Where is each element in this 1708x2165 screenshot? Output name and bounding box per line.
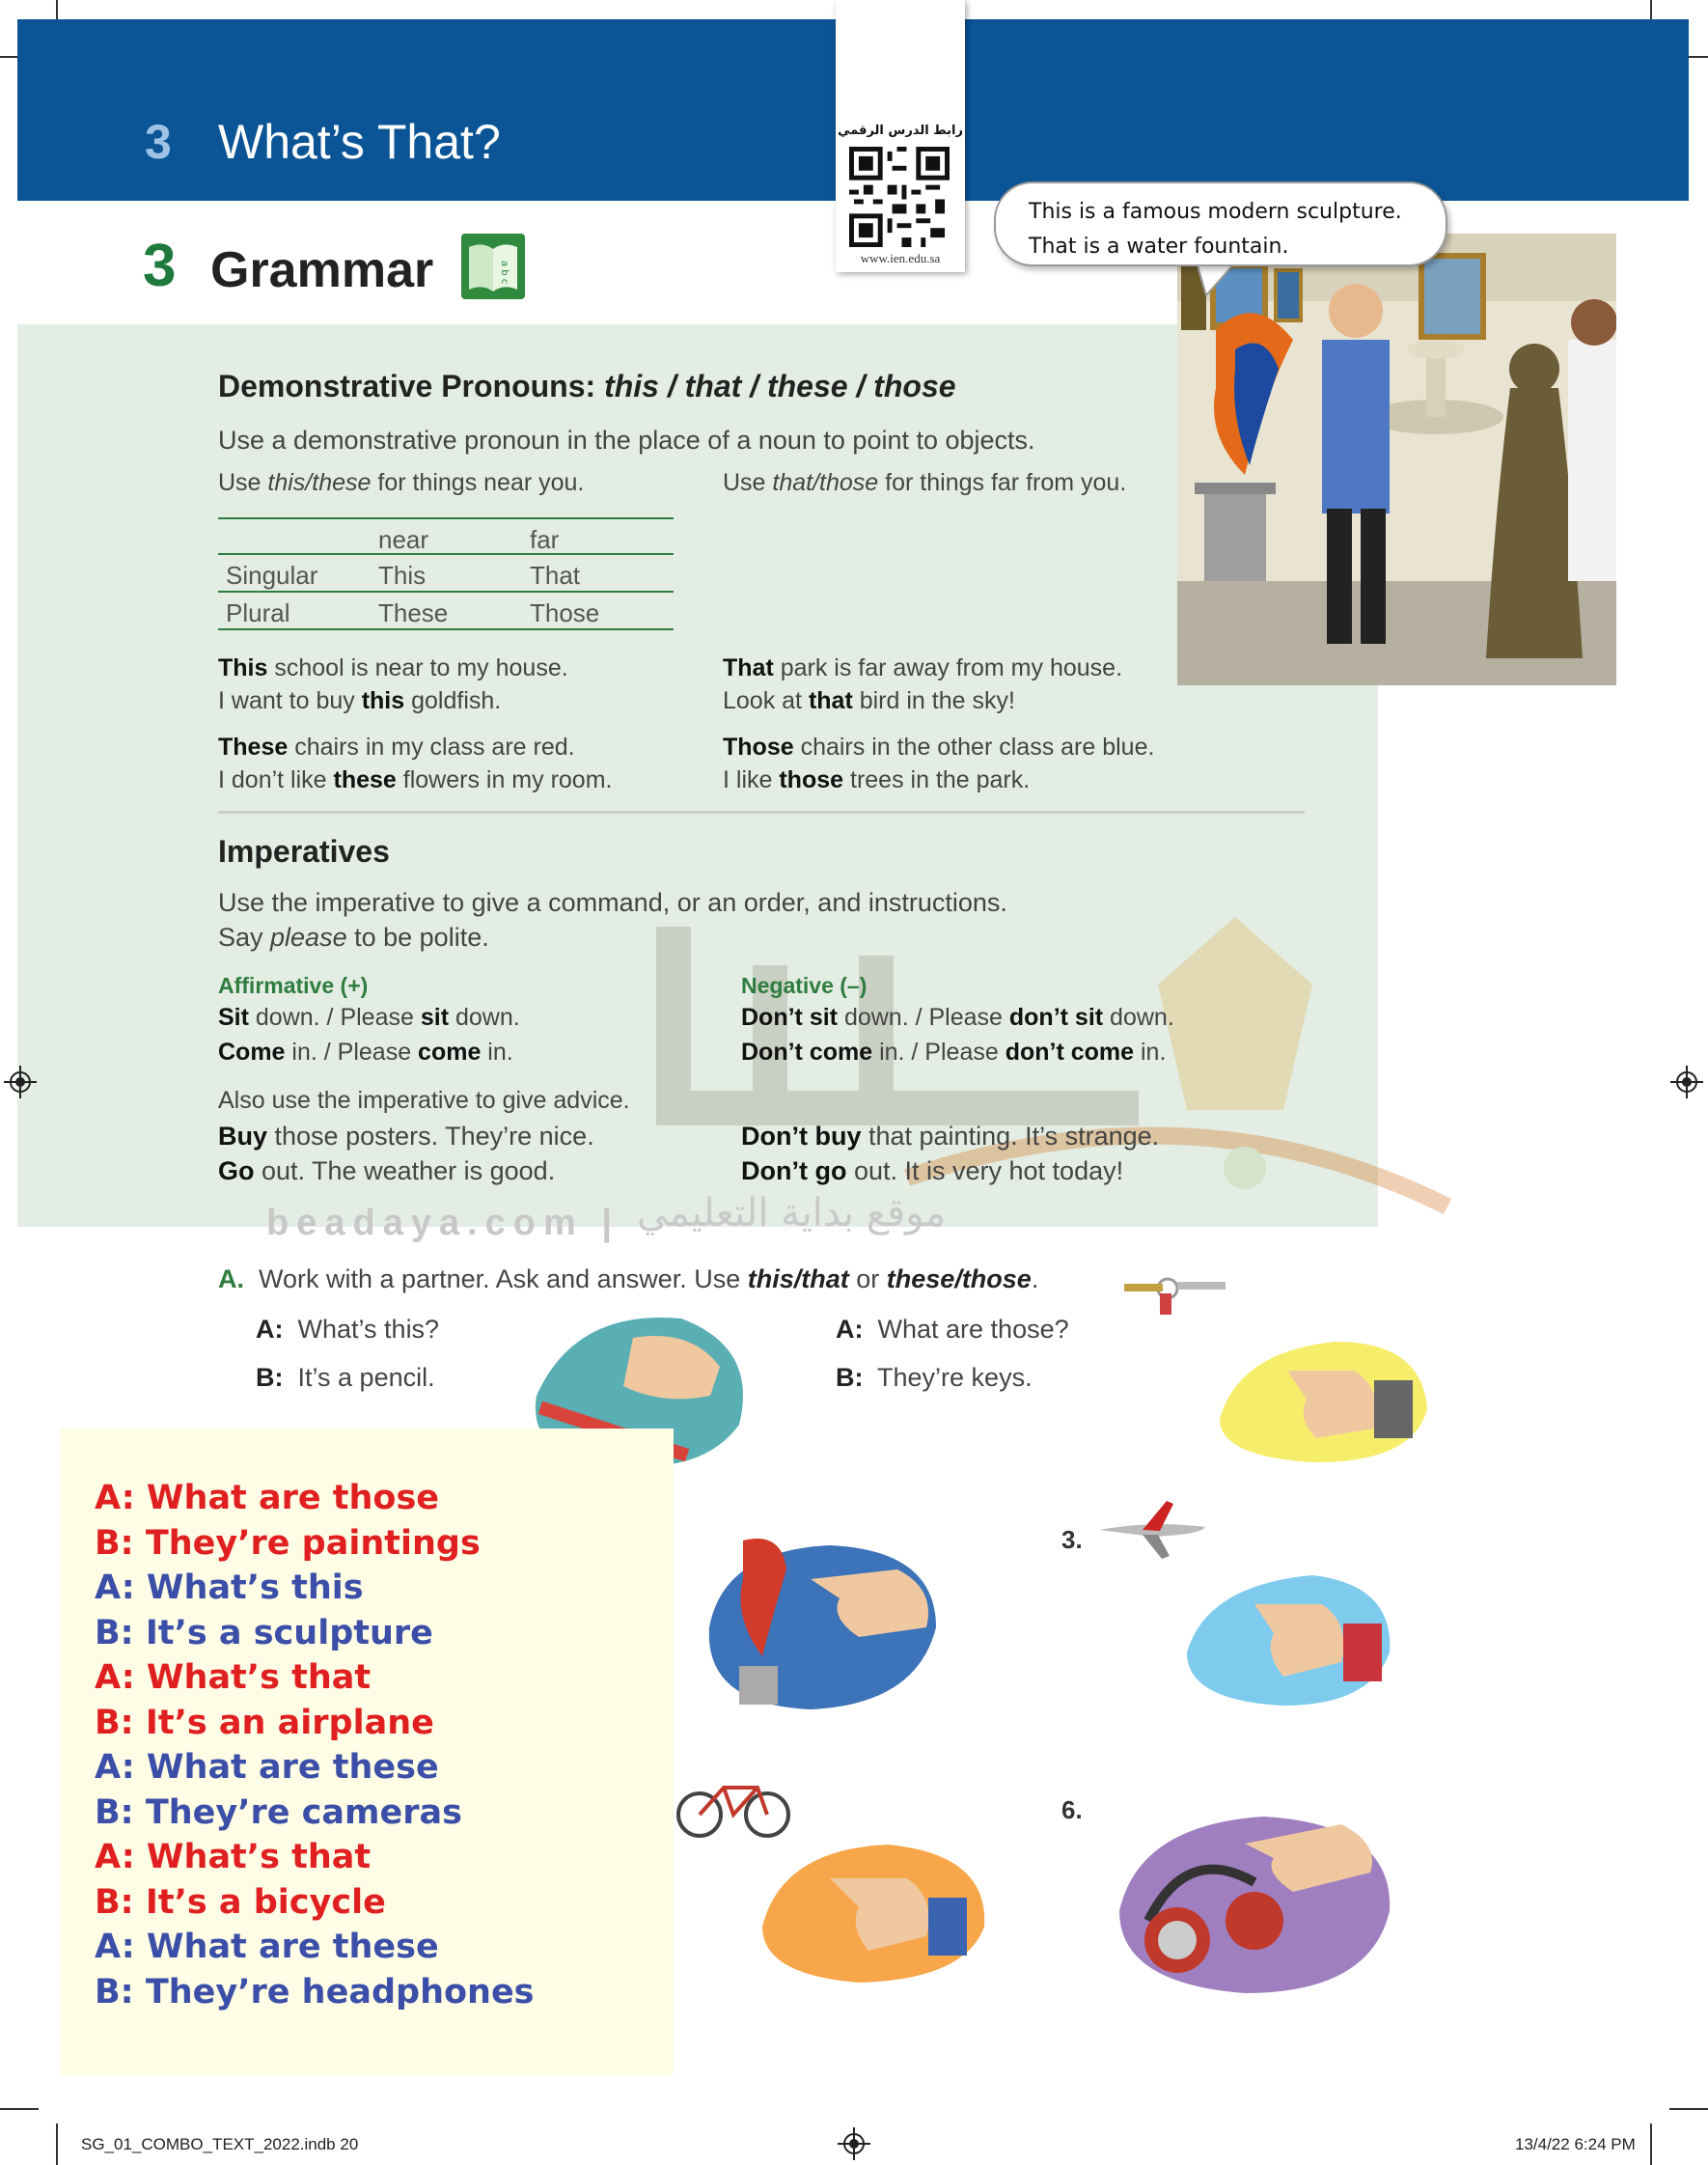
speaker-label: A: xyxy=(836,1315,864,1344)
headphones-pointing-illustration xyxy=(1110,1805,1399,1998)
crop-mark xyxy=(0,2108,39,2110)
near-rule-words: this/these xyxy=(267,469,372,496)
imp-bold: come xyxy=(418,1039,482,1066)
dialog-2-a xyxy=(836,1315,1069,1345)
pointing-hand-blue-illustration xyxy=(1177,1566,1399,1710)
registration-mark-icon xyxy=(1670,1066,1703,1098)
gallery-illustration xyxy=(1177,234,1616,685)
keys-illustration xyxy=(1119,1264,1235,1322)
example-far-3 xyxy=(723,734,1154,762)
registration-mark-icon xyxy=(4,1066,37,1098)
imperatives-intro-2 xyxy=(218,923,489,953)
airplane-illustration xyxy=(1094,1496,1210,1564)
watermark-arabic: موقع بداية التعليمي xyxy=(637,1191,947,1235)
negative-example-2 xyxy=(741,1039,1166,1067)
answer-line: A: What’s this xyxy=(95,1568,364,1607)
qr-card[interactable] xyxy=(836,0,965,272)
example-near-3 xyxy=(218,734,575,762)
imp-bold: Don’t come xyxy=(741,1039,873,1066)
near-rule-post: for things near you. xyxy=(371,469,585,496)
example-bold: This xyxy=(218,654,268,681)
crop-mark xyxy=(1669,2108,1708,2110)
example-rest: goldfish. xyxy=(404,687,502,714)
intro2-word: please xyxy=(270,923,347,952)
imp-text: out. It is very hot today! xyxy=(846,1156,1124,1185)
pronoun-table xyxy=(218,517,674,630)
pointing-hand-yellow-illustration xyxy=(1210,1332,1432,1467)
affirmative-example-1 xyxy=(218,1004,520,1032)
advice-intro: Also use the imperative to give advice. xyxy=(218,1087,630,1114)
answer-line: A: What are these xyxy=(95,1928,439,1966)
exercise-letter: A. xyxy=(218,1264,244,1293)
sculpture-pointing-illustration xyxy=(704,1531,946,1714)
qr-code-icon[interactable] xyxy=(849,147,950,247)
example-bold: those xyxy=(779,766,844,793)
example-rest: chairs in the other class are blue. xyxy=(793,734,1155,761)
imp-bold: sit xyxy=(420,1004,450,1031)
example-bold: Those xyxy=(723,734,794,761)
imp-text: in. xyxy=(1134,1039,1167,1066)
example-rest: flowers in my room. xyxy=(396,766,613,793)
imperatives-intro-1: Use the imperative to give a command, or an order, and instructions. xyxy=(218,888,1007,917)
advice-right-1 xyxy=(741,1122,1159,1152)
dialog-2-b xyxy=(836,1363,1033,1393)
example-rest: school is near to my house. xyxy=(267,654,568,681)
example-bold: this xyxy=(361,687,405,714)
example-rest: trees in the park. xyxy=(843,766,1031,793)
example-rest: park is far away from my house. xyxy=(773,654,1123,681)
table-cell: Singular xyxy=(226,561,318,590)
registration-mark-icon xyxy=(838,2127,870,2160)
imp-text: that painting. It’s strange. xyxy=(861,1122,1160,1151)
example-far-1 xyxy=(723,654,1122,682)
item-number-3: 3. xyxy=(1061,1525,1083,1554)
table-cell: near xyxy=(378,525,429,554)
footer-timestamp: 13/4/22 6:24 PM xyxy=(1515,2135,1636,2153)
bubble-line-2: That is a water fountain. xyxy=(1029,235,1289,259)
instruction-w2: these/those xyxy=(886,1264,1032,1293)
imp-bold: don’t sit xyxy=(1008,1004,1104,1031)
intro2-post: to be polite. xyxy=(346,923,489,952)
answer-line: A: What are those xyxy=(95,1479,440,1517)
item-number-6: 6. xyxy=(1061,1795,1083,1824)
example-pre: Look at xyxy=(723,687,809,714)
dialog-line: What’s this? xyxy=(297,1315,440,1344)
answer-line: B: It’s a bicycle xyxy=(95,1883,386,1922)
example-rest: bird in the sky! xyxy=(852,687,1015,714)
answer-box xyxy=(60,1429,674,2075)
far-rule-pre: Use xyxy=(723,469,773,496)
table-cell: These xyxy=(378,598,449,627)
table-cell: This xyxy=(378,561,427,590)
exercise-instruction xyxy=(218,1264,1038,1294)
answer-line: B: They’re paintings xyxy=(95,1524,481,1563)
bubble-line-1: This is a famous modern sculpture. xyxy=(1029,200,1402,224)
example-near-1 xyxy=(218,654,568,682)
instruction-post: . xyxy=(1031,1264,1039,1293)
unit-title: What’s That? xyxy=(218,115,501,169)
qr-label: رابط الدرس الرقمي xyxy=(838,124,963,138)
section-number: 3 xyxy=(143,233,177,299)
imp-text: in. / Please xyxy=(872,1039,1006,1066)
example-bold: these xyxy=(333,766,397,793)
speech-bubble xyxy=(994,181,1447,266)
answer-line: B: It’s a sculpture xyxy=(95,1614,433,1652)
pronouns-intro: Use a demonstrative pronoun in the place of a noun to point to objects. xyxy=(218,426,1035,455)
imp-bold: Go xyxy=(218,1156,255,1185)
example-far-2 xyxy=(723,687,1015,715)
imp-text: out. The weather is good. xyxy=(254,1156,556,1185)
imp-text: those posters. They’re nice. xyxy=(267,1122,594,1151)
affirmative-example-2 xyxy=(218,1039,513,1067)
speaker-label: B: xyxy=(836,1363,864,1392)
answer-line: B: They’re cameras xyxy=(95,1793,462,1832)
example-pre: I want to buy xyxy=(218,687,362,714)
imp-text: down. / Please xyxy=(838,1004,1009,1031)
advice-left-2 xyxy=(218,1156,555,1186)
example-bold: That xyxy=(723,654,774,681)
speaker-label: B: xyxy=(256,1363,284,1392)
imp-bold: Don’t buy xyxy=(741,1122,862,1151)
watermark-text: beadaya.com | xyxy=(266,1203,620,1243)
answer-line: A: What’s that xyxy=(95,1658,372,1697)
unit-number: 3 xyxy=(145,115,172,169)
example-bold: that xyxy=(808,687,853,714)
instruction-w1: this/that xyxy=(747,1264,849,1293)
imp-text: in. xyxy=(481,1039,513,1066)
advice-left-1 xyxy=(218,1122,594,1152)
negative-label: Negative (–) xyxy=(741,973,868,998)
instruction-pre: Work with a partner. Ask and answer. Use xyxy=(259,1264,748,1293)
dialog-line: What are those? xyxy=(877,1315,1069,1344)
imp-text: down. xyxy=(1103,1004,1174,1031)
intro2-pre: Say xyxy=(218,923,271,952)
imp-bold: Don’t go xyxy=(741,1156,847,1185)
imp-bold: Buy xyxy=(218,1122,268,1151)
svg-text:a b c: a b c xyxy=(499,261,510,285)
far-rule-post: for things far from you. xyxy=(878,469,1127,496)
example-rest: chairs in my class are red. xyxy=(288,734,575,761)
negative-example-1 xyxy=(741,1004,1174,1032)
imp-text: in. / Please xyxy=(285,1039,419,1066)
crop-mark xyxy=(56,2123,58,2165)
crop-mark xyxy=(1650,2123,1652,2165)
answer-line: B: It’s an airplane xyxy=(95,1704,434,1742)
instruction-mid: or xyxy=(848,1264,887,1293)
dialog-line: It’s a pencil. xyxy=(297,1363,435,1392)
example-near-4 xyxy=(218,766,613,794)
qr-url[interactable]: www.ien.edu.sa xyxy=(860,251,941,265)
imp-text: down. xyxy=(449,1004,520,1031)
table-cell: Those xyxy=(530,598,600,627)
dialog-1-a xyxy=(256,1315,439,1345)
table-cell: far xyxy=(530,525,560,554)
near-rule-pre: Use xyxy=(218,469,268,496)
imp-text: down. / Please xyxy=(248,1004,421,1031)
imp-bold: Come xyxy=(218,1039,286,1066)
example-pre: I like xyxy=(723,766,780,793)
table-header-row xyxy=(218,517,674,555)
table-row xyxy=(218,555,674,593)
pronouns-heading-text: Demonstrative Pronouns: xyxy=(218,369,605,403)
answer-line: B: They’re headphones xyxy=(95,1973,535,2012)
imperatives-heading: Imperatives xyxy=(218,834,390,869)
example-bold: These xyxy=(218,734,289,761)
answer-line: A: What are these xyxy=(95,1748,439,1787)
dialog-1-b xyxy=(256,1363,435,1393)
footer-file-info: SG_01_COMBO_TEXT_2022.indb 20 xyxy=(81,2135,359,2153)
table-cell: That xyxy=(530,561,581,590)
affirmative-label: Affirmative (+) xyxy=(218,973,369,998)
book-icon xyxy=(459,232,527,301)
table-row xyxy=(218,593,674,630)
example-near-2 xyxy=(218,687,501,715)
pronouns-heading xyxy=(218,369,956,404)
answer-line: A: What’s that xyxy=(95,1838,372,1876)
pronouns-heading-words: this / that / these / those xyxy=(604,369,956,403)
pointing-hand-orange-illustration xyxy=(753,1830,994,1985)
example-pre: I don’t like xyxy=(218,766,334,793)
near-rule xyxy=(218,469,584,497)
section-divider xyxy=(218,811,1305,814)
table-cell: Plural xyxy=(226,598,290,627)
far-rule-words: that/those xyxy=(772,469,879,496)
section-title: Grammar xyxy=(210,242,434,298)
advice-right-2 xyxy=(741,1156,1123,1186)
speech-bubble-tail xyxy=(1197,263,1235,295)
imp-bold: Sit xyxy=(218,1004,249,1031)
imp-bold: Don’t sit xyxy=(741,1004,838,1031)
far-rule xyxy=(723,469,1126,497)
imp-bold: don’t come xyxy=(1005,1039,1135,1066)
example-far-4 xyxy=(723,766,1030,794)
speaker-label: A: xyxy=(256,1315,284,1344)
dialog-line: They’re keys. xyxy=(877,1363,1033,1392)
